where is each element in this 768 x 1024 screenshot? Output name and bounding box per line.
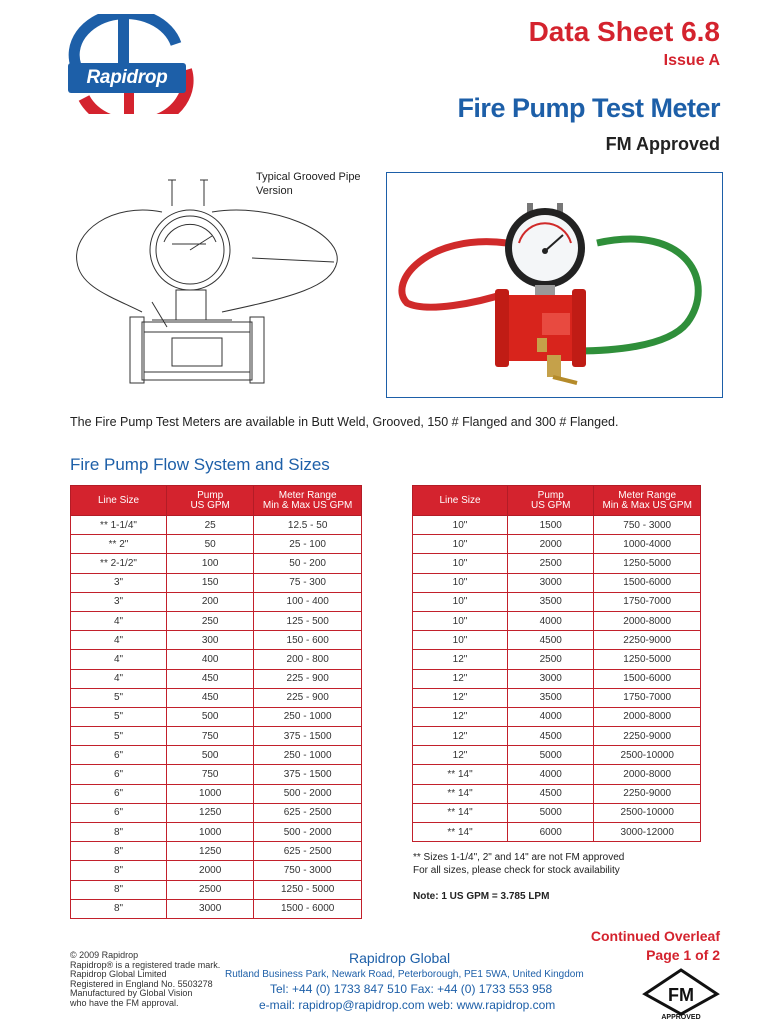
header-line-size: Line Size	[71, 486, 167, 516]
table-row	[71, 880, 362, 899]
table-row	[413, 650, 701, 669]
cell-meter-range: 50 - 200	[254, 554, 362, 573]
cell-pump-gpm: 750	[167, 765, 254, 784]
cell-line-size: 5"	[71, 707, 167, 726]
table-row	[71, 573, 362, 592]
cell-line-size: 12"	[413, 727, 508, 746]
cell-line-size: 4"	[71, 631, 167, 650]
cell-line-size: 8"	[71, 880, 167, 899]
copyright-line: © 2009 Rapidrop	[70, 950, 139, 960]
cell-meter-range: 1250-5000	[594, 554, 701, 573]
header-meter-range	[594, 486, 701, 516]
cell-line-size: 4"	[71, 669, 167, 688]
cell-line-size: 3"	[71, 592, 167, 611]
header-range-line2: Min & Max US GPM	[602, 499, 692, 511]
cell-pump-gpm: 1000	[167, 823, 254, 842]
cell-line-size: 3"	[71, 573, 167, 592]
cell-line-size: 12"	[413, 650, 508, 669]
header-range-line1: Meter Range	[278, 489, 337, 501]
cell-meter-range: 2000-8000	[594, 765, 701, 784]
section-heading: Fire Pump Flow System and Sizes	[70, 455, 330, 474]
cell-pump-gpm: 200	[167, 592, 254, 611]
cell-meter-range: 225 - 900	[254, 669, 362, 688]
cell-line-size: ** 2-1/2"	[71, 554, 167, 573]
cell-pump-gpm: 50	[167, 535, 254, 554]
note-fm-sizes: ** Sizes 1-1/4", 2" and 14" are not FM approved	[413, 852, 625, 863]
cell-line-size: 10"	[413, 592, 508, 611]
cell-line-size: 6"	[71, 746, 167, 765]
table-row	[413, 516, 701, 535]
page-number: Page 1 of 2	[646, 947, 720, 963]
note-stock: For all sizes, please check for stock availability	[413, 865, 620, 876]
cell-line-size: 6"	[71, 765, 167, 784]
table-row	[413, 784, 701, 803]
cell-pump-gpm: 250	[167, 611, 254, 630]
company-name: Rapidrop Global	[349, 950, 451, 966]
cell-pump-gpm: 150	[167, 573, 254, 592]
cell-line-size: 4"	[71, 650, 167, 669]
cell-line-size: ** 14"	[413, 823, 508, 842]
table-row	[71, 842, 362, 861]
cell-pump-gpm: 1250	[167, 842, 254, 861]
cell-pump-gpm: 3000	[508, 573, 594, 592]
fm-logo-text: FM	[668, 985, 694, 1005]
table-row	[71, 669, 362, 688]
cell-line-size: 8"	[71, 899, 167, 918]
doc-title: Data Sheet 6.8	[528, 16, 720, 47]
cell-meter-range: 1750-7000	[594, 592, 701, 611]
note-conversion: Note: 1 US GPM = 3.785 LPM	[413, 891, 550, 902]
cell-meter-range: 2500-10000	[594, 803, 701, 822]
table-row	[413, 688, 701, 707]
table-row	[71, 899, 362, 918]
table-row	[71, 727, 362, 746]
cell-line-size: 10"	[413, 554, 508, 573]
flow-table-right	[412, 485, 701, 842]
header-range-line1: Meter Range	[618, 489, 677, 501]
cell-line-size: 5"	[71, 688, 167, 707]
cell-meter-range: 750 - 3000	[594, 516, 701, 535]
cell-pump-gpm: 1000	[167, 784, 254, 803]
table-row	[413, 611, 701, 630]
cell-meter-range: 250 - 1000	[254, 746, 362, 765]
cell-line-size: 10"	[413, 573, 508, 592]
cell-pump-gpm: 5000	[508, 803, 594, 822]
table-row	[71, 784, 362, 803]
cell-line-size: ** 14"	[413, 803, 508, 822]
cell-line-size: 5"	[71, 727, 167, 746]
approval-label: FM Approved	[605, 134, 720, 154]
table-row	[71, 765, 362, 784]
cell-pump-gpm: 4000	[508, 611, 594, 630]
cell-meter-range: 625 - 2500	[254, 803, 362, 822]
cell-meter-range: 3000-12000	[594, 823, 701, 842]
table-row	[71, 535, 362, 554]
table-header-row	[413, 486, 701, 516]
copyright-line: Rapidrop Global Limited	[70, 969, 167, 979]
cell-meter-range: 1250-5000	[594, 650, 701, 669]
cell-meter-range: 1000-4000	[594, 535, 701, 554]
cell-meter-range: 75 - 300	[254, 573, 362, 592]
table-row	[71, 823, 362, 842]
cell-meter-range: 25 - 100	[254, 535, 362, 554]
cell-pump-gpm: 100	[167, 554, 254, 573]
cell-pump-gpm: 2500	[167, 880, 254, 899]
cell-pump-gpm: 5000	[508, 746, 594, 765]
cell-pump-gpm: 4500	[508, 784, 594, 803]
copyright-line: Rapidrop® is a registered trade mark.	[70, 959, 221, 970]
cell-line-size: 8"	[71, 861, 167, 880]
table-row	[413, 669, 701, 688]
copyright-line: Manufactured by Global Vision	[70, 988, 193, 998]
phone-fax: Tel: +44 (0) 1733 847 510 Fax: +44 (0) 1733 553 958	[270, 982, 553, 996]
cell-meter-range: 500 - 2000	[254, 784, 362, 803]
table-row	[413, 765, 701, 784]
cell-line-size: ** 2"	[71, 535, 167, 554]
cell-meter-range: 12.5 - 50	[254, 516, 362, 535]
cell-meter-range: 2500-10000	[594, 746, 701, 765]
cell-line-size: ** 1-1/4"	[71, 516, 167, 535]
cell-pump-gpm: 2500	[508, 554, 594, 573]
fm-approved-logo	[641, 968, 721, 1020]
cell-line-size: 8"	[71, 842, 167, 861]
table-row	[413, 573, 701, 592]
table-row	[71, 611, 362, 630]
table-row	[71, 688, 362, 707]
logo-wordmark: Rapidrop	[68, 63, 186, 93]
cell-meter-range: 1750-7000	[594, 688, 701, 707]
cell-line-size: 12"	[413, 707, 508, 726]
header-pump	[508, 486, 594, 516]
cell-line-size: ** 14"	[413, 784, 508, 803]
company-address: Rutland Business Park, Newark Road, Peterborough, PE1 5WA, United Kingdom	[225, 969, 584, 980]
header-line-size: Line Size	[413, 486, 508, 516]
header-range-line2: Min & Max US GPM	[262, 499, 353, 511]
cell-pump-gpm: 3000	[167, 899, 254, 918]
table-row	[413, 803, 701, 822]
cell-pump-gpm: 750	[167, 727, 254, 746]
cell-pump-gpm: 500	[167, 746, 254, 765]
cell-meter-range: 2250-9000	[594, 727, 701, 746]
table-row	[413, 631, 701, 650]
cell-meter-range: 125 - 500	[254, 611, 362, 630]
cell-meter-range: 750 - 3000	[254, 861, 362, 880]
cell-meter-range: 375 - 1500	[254, 727, 362, 746]
table-header-row	[71, 486, 362, 516]
cell-line-size: 6"	[71, 803, 167, 822]
table-row	[71, 746, 362, 765]
cell-meter-range: 200 - 800	[254, 650, 362, 669]
header-pump-line2: US GPM	[190, 499, 230, 511]
intro-text: The Fire Pump Test Meters are available in Butt Weld, Grooved, 150 # Flanged and 300 # Flanged.	[70, 415, 619, 429]
header-pump-line2: US GPM	[531, 499, 571, 511]
cell-line-size: 10"	[413, 516, 508, 535]
product-photo	[386, 172, 723, 398]
drawing-caption: Typical Grooved Pipe Version	[256, 171, 361, 197]
cell-pump-gpm: 3500	[508, 592, 594, 611]
table-row	[413, 535, 701, 554]
header-meter-range	[254, 486, 362, 516]
cell-line-size: ** 14"	[413, 765, 508, 784]
table-row	[71, 631, 362, 650]
cell-pump-gpm: 450	[167, 688, 254, 707]
cell-pump-gpm: 300	[167, 631, 254, 650]
cell-meter-range: 1500 - 6000	[254, 899, 362, 918]
cell-pump-gpm: 4000	[508, 765, 594, 784]
copyright-line: who have the FM approval.	[70, 997, 179, 1008]
table-row	[413, 707, 701, 726]
cell-pump-gpm: 400	[167, 650, 254, 669]
cell-line-size: 4"	[71, 611, 167, 630]
cell-meter-range: 250 - 1000	[254, 707, 362, 726]
cell-pump-gpm: 2000	[167, 861, 254, 880]
table-row	[413, 554, 701, 573]
cell-meter-range: 2000-8000	[594, 707, 701, 726]
rapidrop-logo	[66, 14, 196, 114]
table-row	[71, 861, 362, 880]
cell-pump-gpm: 4500	[508, 727, 594, 746]
header-pump	[167, 486, 254, 516]
cell-pump-gpm: 1250	[167, 803, 254, 822]
cell-meter-range: 375 - 1500	[254, 765, 362, 784]
cell-meter-range: 2000-8000	[594, 611, 701, 630]
table-row	[71, 554, 362, 573]
cell-line-size: 10"	[413, 611, 508, 630]
cell-pump-gpm: 4500	[508, 631, 594, 650]
grooved-pipe-drawing	[72, 172, 362, 397]
cell-pump-gpm: 25	[167, 516, 254, 535]
cell-line-size: 12"	[413, 669, 508, 688]
cell-meter-range: 1250 - 5000	[254, 880, 362, 899]
cell-meter-range: 225 - 900	[254, 688, 362, 707]
cell-pump-gpm: 2500	[508, 650, 594, 669]
table-row	[413, 823, 701, 842]
copyright-line: Registered in England No. 5503278	[70, 978, 213, 989]
cell-pump-gpm: 500	[167, 707, 254, 726]
table-row	[71, 803, 362, 822]
cell-pump-gpm: 1500	[508, 516, 594, 535]
copyright-block	[70, 951, 220, 1008]
table-row	[413, 746, 701, 765]
cell-pump-gpm: 450	[167, 669, 254, 688]
cell-meter-range: 1500-6000	[594, 669, 701, 688]
cell-line-size: 12"	[413, 746, 508, 765]
cell-line-size: 12"	[413, 688, 508, 707]
table-row	[71, 516, 362, 535]
continued-overleaf: Continued Overleaf	[590, 928, 720, 944]
cell-pump-gpm: 2000	[508, 535, 594, 554]
cell-meter-range: 150 - 600	[254, 631, 362, 650]
table-body-left	[71, 516, 362, 919]
table-row	[413, 727, 701, 746]
product-title: Fire Pump Test Meter	[457, 93, 720, 123]
table-row	[71, 592, 362, 611]
fm-logo-subtext: APPROVED	[661, 1014, 701, 1020]
header-pump-line1: Pump	[197, 489, 224, 501]
table-body-right	[413, 516, 701, 842]
cell-line-size: 10"	[413, 631, 508, 650]
table-notes	[413, 851, 624, 877]
email-web: e-mail: rapidrop@rapidrop.com web: www.rapidrop.com	[259, 998, 556, 1012]
cell-meter-range: 1500-6000	[594, 573, 701, 592]
flow-table-left	[70, 485, 362, 919]
cell-line-size: 8"	[71, 823, 167, 842]
header-pump-line1: Pump	[537, 489, 564, 501]
table-row	[71, 707, 362, 726]
cell-meter-range: 2250-9000	[594, 784, 701, 803]
cell-pump-gpm: 4000	[508, 707, 594, 726]
cell-pump-gpm: 3500	[508, 688, 594, 707]
cell-meter-range: 500 - 2000	[254, 823, 362, 842]
cell-meter-range: 2250-9000	[594, 631, 701, 650]
cell-meter-range: 100 - 400	[254, 592, 362, 611]
table-row	[413, 592, 701, 611]
cell-pump-gpm: 3000	[508, 669, 594, 688]
cell-line-size: 6"	[71, 784, 167, 803]
fire-pump-meter-photo	[387, 173, 723, 398]
issue-label: Issue A	[663, 52, 720, 69]
table-row	[71, 650, 362, 669]
cell-pump-gpm: 6000	[508, 823, 594, 842]
cell-meter-range: 625 - 2500	[254, 842, 362, 861]
cell-line-size: 10"	[413, 535, 508, 554]
